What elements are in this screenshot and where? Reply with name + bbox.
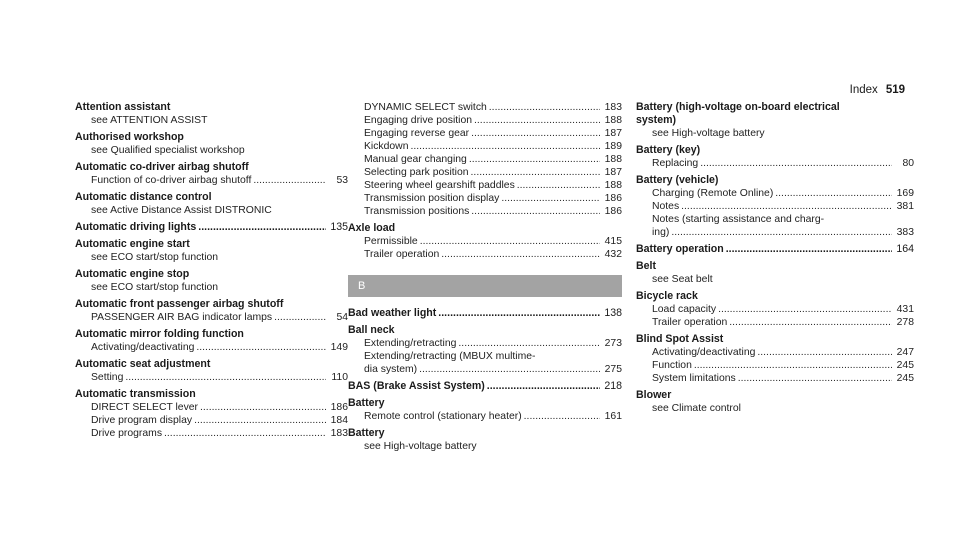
- dot-leader: [681, 200, 892, 213]
- subentry-text: see Active Distance Assist DISTRONIC: [91, 205, 272, 216]
- dot-leader: [489, 101, 600, 114]
- index-entry: [636, 174, 914, 239]
- entry-heading-text: Ball neck: [348, 324, 395, 336]
- subentry: [348, 179, 622, 192]
- index-entry: [348, 324, 622, 376]
- subentry: [636, 273, 914, 286]
- index-entry: [75, 388, 348, 440]
- entry-heading: [75, 221, 348, 234]
- subentry-text: Engaging reverse gear: [364, 128, 470, 139]
- page-reference[interactable]: 186: [604, 193, 622, 204]
- subentry-text: System limitations: [652, 373, 736, 384]
- entry-heading-text: Automatic distance control: [75, 191, 212, 203]
- subentry-text: see ECO start/stop function: [91, 282, 219, 293]
- page-reference[interactable]: 415: [604, 236, 622, 247]
- dot-leader: [700, 157, 892, 170]
- dot-leader: [757, 346, 892, 359]
- index-column-3: [636, 101, 914, 419]
- subentry-text: PASSENGER AIR BAG indicator lamps: [91, 312, 273, 323]
- entry-heading-text: Automatic engine stop: [75, 268, 190, 280]
- index-entry: [348, 427, 622, 453]
- page-reference[interactable]: 278: [896, 317, 914, 328]
- entry-heading: [348, 307, 622, 320]
- index-entry: [75, 238, 348, 264]
- entry-heading: [75, 101, 348, 114]
- entry-heading-line: [636, 101, 914, 114]
- entry-heading-text: Axle load: [348, 222, 396, 234]
- index-entry: [75, 358, 348, 384]
- dot-leader: [501, 192, 600, 205]
- index-entry: [75, 268, 348, 294]
- entry-heading-text: Battery: [348, 397, 385, 409]
- subentry: [348, 248, 622, 261]
- page-reference[interactable]: 245: [896, 373, 914, 384]
- page-reference[interactable]: 188: [604, 154, 622, 165]
- dot-leader: [738, 372, 892, 385]
- entry-heading-text: Automatic engine start: [75, 238, 190, 250]
- subentry-text: Setting: [91, 372, 124, 383]
- entry-heading: [636, 243, 914, 256]
- entry-heading: [636, 333, 914, 346]
- index-entry: [75, 221, 348, 234]
- subentry-text: Trailer operation: [364, 249, 440, 260]
- entry-heading: [348, 222, 622, 235]
- subentry-text: dia system): [364, 364, 418, 375]
- page-reference[interactable]: 138: [604, 307, 622, 319]
- subentry-text: Drive programs: [91, 428, 163, 439]
- entry-heading: [348, 427, 622, 440]
- dot-leader: [471, 205, 600, 218]
- subentry-text: Permissible: [364, 236, 418, 247]
- subentry: [348, 127, 622, 140]
- subentry: [75, 204, 348, 217]
- subentry: [75, 371, 348, 384]
- b-entries: [348, 307, 622, 453]
- page-reference[interactable]: 169: [896, 188, 914, 199]
- subentry-text: see High-voltage battery: [652, 128, 765, 139]
- index-column-2: [348, 101, 622, 457]
- subentry-text: Trailer operation: [652, 317, 728, 328]
- subentry: [636, 372, 914, 385]
- entry-heading-text: Automatic co-driver airbag shutoff: [75, 161, 249, 173]
- subentry-text: Steering wheel gearshift paddles: [364, 180, 515, 191]
- subentry: [75, 427, 348, 440]
- dot-leader: [726, 243, 892, 256]
- dot-leader: [718, 303, 892, 316]
- page-reference[interactable]: 381: [896, 201, 914, 212]
- page-reference[interactable]: 188: [604, 115, 622, 126]
- subentry: [348, 166, 622, 179]
- dot-leader: [524, 410, 600, 423]
- subentry: [75, 114, 348, 127]
- subentry: [348, 363, 622, 376]
- dot-leader: [671, 226, 892, 239]
- dot-leader: [194, 414, 326, 427]
- entry-heading: [75, 191, 348, 204]
- index-entry: [348, 380, 622, 393]
- entry-heading-text: Bad weather light: [348, 307, 437, 319]
- dot-leader: [517, 179, 600, 192]
- subentry-text: Drive program display: [91, 415, 193, 426]
- page-reference[interactable]: 183: [330, 428, 348, 439]
- dot-leader: [438, 307, 600, 320]
- page-reference[interactable]: 186: [604, 206, 622, 217]
- page-reference[interactable]: 80: [902, 158, 914, 169]
- index-entry: [348, 397, 622, 423]
- page-reference[interactable]: 54: [336, 312, 348, 323]
- entry-heading: [636, 114, 914, 127]
- page-reference[interactable]: 188: [604, 180, 622, 191]
- index-entry: [75, 298, 348, 324]
- entry-heading-text: Attention assistant: [75, 101, 171, 113]
- subentry-text: Notes: [652, 201, 680, 212]
- index-entry: [75, 191, 348, 217]
- subentry-text: see ECO start/stop function: [91, 252, 219, 263]
- entry-heading: [75, 268, 348, 281]
- index-entry: [636, 101, 914, 140]
- entry-heading: [636, 174, 914, 187]
- page-reference[interactable]: 432: [604, 249, 622, 260]
- subentry-text: Extending/retracting: [364, 338, 457, 349]
- entry-heading: [348, 397, 622, 410]
- subentry: [348, 410, 622, 423]
- dot-leader: [441, 248, 600, 261]
- dot-leader: [420, 235, 600, 248]
- page-reference[interactable]: 245: [896, 360, 914, 371]
- dot-leader: [410, 140, 600, 153]
- entry-heading-text: system): [636, 114, 677, 126]
- subentry: [636, 346, 914, 359]
- dot-leader: [274, 311, 326, 324]
- entry-heading: [75, 358, 348, 371]
- page-reference[interactable]: 273: [604, 338, 622, 349]
- subentry: [348, 205, 622, 218]
- subentry-text: Transmission position display: [364, 193, 500, 204]
- dot-leader: [458, 337, 600, 350]
- page-reference[interactable]: 183: [604, 102, 622, 113]
- entry-heading: [75, 161, 348, 174]
- entry-heading: [75, 298, 348, 311]
- subentry: [636, 157, 914, 170]
- index-entry: [75, 101, 348, 127]
- subentry-text: Activating/deactivating: [91, 342, 195, 353]
- page-reference[interactable]: 187: [604, 167, 622, 178]
- entry-heading-text: Belt: [636, 260, 657, 272]
- page-reference[interactable]: 149: [330, 342, 348, 353]
- dot-leader: [253, 174, 326, 187]
- subentry-text: Selecting park position: [364, 167, 469, 178]
- section-letter-b: B: [348, 275, 622, 297]
- entry-heading: [75, 131, 348, 144]
- subentry-text: DIRECT SELECT lever: [91, 402, 199, 413]
- page-reference[interactable]: 383: [896, 227, 914, 238]
- subentry-text: see Climate control: [652, 403, 741, 414]
- entry-heading-text: Battery (vehicle): [636, 174, 719, 186]
- entry-heading-text: Automatic seat adjustment: [75, 358, 211, 370]
- subentry-text: Load capacity: [652, 304, 717, 315]
- entry-heading: [636, 144, 914, 157]
- subentry: [75, 174, 348, 187]
- page-number: 519: [885, 84, 905, 96]
- subentry: [348, 153, 622, 166]
- index-entry: [636, 290, 914, 329]
- index-entry: [636, 144, 914, 170]
- subentry: [636, 127, 914, 140]
- dot-leader: [419, 363, 600, 376]
- dot-leader: [694, 359, 892, 372]
- page-reference[interactable]: 189: [604, 141, 622, 152]
- index-entry: [75, 328, 348, 354]
- subentry-text: see Qualified specialist workshop: [91, 145, 245, 156]
- subentry-text: Remote control (stationary heater): [364, 411, 522, 422]
- subentry: [348, 337, 622, 350]
- page-reference[interactable]: 135: [330, 221, 348, 233]
- page-reference[interactable]: 247: [896, 347, 914, 358]
- entry-heading-text: Bicycle rack: [636, 290, 698, 302]
- subentry: [75, 144, 348, 157]
- entry-heading: [75, 328, 348, 341]
- entry-heading-text: Automatic front passenger airbag shutoff: [75, 298, 284, 310]
- subentry-text: ing): [652, 227, 670, 238]
- subentry-text: Function of co-driver airbag shutoff: [91, 175, 252, 186]
- dot-leader: [125, 371, 326, 384]
- subentry: [348, 140, 622, 153]
- page-reference[interactable]: 110: [331, 372, 348, 383]
- entry-heading-text: Blower: [636, 389, 672, 401]
- subentry-text: DYNAMIC SELECT switch: [364, 102, 487, 113]
- entry-heading-text: Automatic mirror folding function: [75, 328, 244, 340]
- dot-leader: [469, 153, 600, 166]
- subentry-text: Transmission positions: [364, 206, 470, 217]
- subentry: [636, 402, 914, 415]
- dot-leader: [487, 380, 600, 393]
- subentry-text-line1: Notes (starting assistance and charg-: [652, 214, 825, 225]
- entry-heading: [348, 380, 622, 393]
- entry-heading: [75, 238, 348, 251]
- automatic-transmission-continued: [348, 101, 622, 218]
- subentry: [348, 192, 622, 205]
- axle-load-group: [348, 222, 622, 261]
- subentry: [348, 235, 622, 248]
- subentry: [348, 101, 622, 114]
- page-reference[interactable]: 53: [336, 175, 348, 186]
- entry-heading-text: Battery operation: [636, 243, 724, 255]
- page-reference[interactable]: 187: [604, 128, 622, 139]
- dot-leader: [471, 166, 600, 179]
- subentry: [636, 226, 914, 239]
- subentry: [636, 359, 914, 372]
- page-reference[interactable]: 184: [330, 415, 348, 426]
- dot-leader: [471, 127, 600, 140]
- index-entry: [636, 260, 914, 286]
- subentry: [636, 303, 914, 316]
- page-reference[interactable]: 431: [896, 304, 914, 315]
- subentry-text: Activating/deactivating: [652, 347, 756, 358]
- subentry-text: Function: [652, 360, 692, 371]
- subentry: [348, 440, 622, 453]
- entry-heading: [636, 389, 914, 402]
- entry-heading-line1: Battery (high-voltage on-board electrical: [636, 101, 840, 113]
- entry-heading-text: Authorised workshop: [75, 131, 184, 143]
- page-reference[interactable]: 164: [896, 243, 914, 255]
- index-entry: [348, 222, 622, 261]
- dot-leader: [775, 187, 892, 200]
- entry-heading-text: Automatic transmission: [75, 388, 196, 400]
- subentry: [636, 200, 914, 213]
- entry-heading-text: Battery (key): [636, 144, 701, 156]
- index-entry: [636, 333, 914, 385]
- subentry: [348, 114, 622, 127]
- subentry: [75, 251, 348, 264]
- index-title: Index: [849, 84, 878, 96]
- entry-heading: [636, 260, 914, 273]
- subentry: [75, 341, 348, 354]
- index-entry: [348, 307, 622, 320]
- page-reference[interactable]: 218: [604, 380, 622, 392]
- subentry-text: see ATTENTION ASSIST: [91, 115, 208, 126]
- entry-heading: [636, 290, 914, 303]
- subentry-text: Engaging drive position: [364, 115, 473, 126]
- entry-heading-text: BAS (Brake Assist System): [348, 380, 485, 392]
- page-reference[interactable]: 275: [604, 364, 622, 375]
- entry-heading-text: Battery: [348, 427, 385, 439]
- dot-leader: [198, 221, 326, 234]
- dot-leader: [196, 341, 326, 354]
- entry-heading-text: Automatic driving lights: [75, 221, 197, 233]
- page-header: [850, 84, 905, 96]
- dot-leader: [164, 427, 326, 440]
- subentry-line: [636, 213, 914, 226]
- entry-heading: [348, 324, 622, 337]
- page-reference[interactable]: 186: [330, 402, 348, 413]
- index-column-1: [75, 101, 348, 444]
- entry-heading: [75, 388, 348, 401]
- subentry-text: Kickdown: [364, 141, 409, 152]
- subentry: [75, 401, 348, 414]
- entry-heading-text: Blind Spot Assist: [636, 333, 724, 345]
- dot-leader: [200, 401, 326, 414]
- index-entry: [75, 161, 348, 187]
- subentry-text: Replacing: [652, 158, 699, 169]
- dot-leader: [729, 316, 892, 329]
- subentry-text: Charging (Remote Online): [652, 188, 774, 199]
- index-entry: [636, 243, 914, 256]
- subentry-text-line1: Extending/retracting (MBUX multime-: [364, 351, 536, 362]
- index-entry: [636, 389, 914, 415]
- subentry: [75, 311, 348, 324]
- subentry-text: see High-voltage battery: [364, 441, 477, 452]
- index-entry: [75, 131, 348, 157]
- subentry: [636, 316, 914, 329]
- subentry-text: see Seat belt: [652, 274, 713, 285]
- dot-leader: [474, 114, 600, 127]
- page-reference[interactable]: 161: [604, 411, 622, 422]
- subentry-text: Manual gear changing: [364, 154, 467, 165]
- subentry: [75, 414, 348, 427]
- subentry-line: [348, 350, 622, 363]
- subentry: [75, 281, 348, 294]
- subentry: [636, 187, 914, 200]
